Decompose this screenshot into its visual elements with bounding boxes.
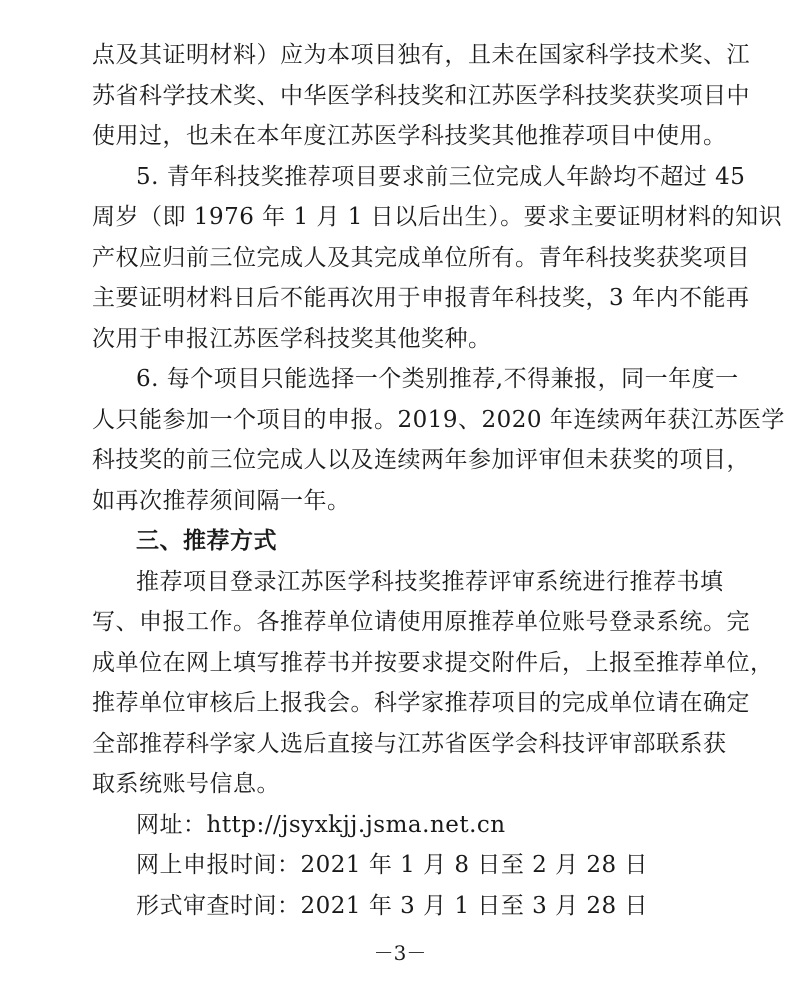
text-line: 全部推荐科学家人选后直接与江苏省医学会科技评审部联系获 [92,730,727,757]
text-line: 次用于申报江苏医学科技奖其他奖种。 [92,325,492,352]
website-line: 网址：http://jsyxkjj.jsma.net.cn [136,811,506,838]
text-line: 成单位在网上填写推荐书并按要求提交附件后，上报至推荐单位， [92,649,774,676]
text-line: 取系统账号信息。 [92,771,280,797]
section-heading: 三、推荐方式 [136,528,277,554]
text-line: 点及其证明材料）应为本项目独有，且未在国家科学技术奖、江 [92,42,750,68]
text-line: 周岁（即 1976 年 1 月 1 日以后出生）。要求主要证明材料的知识 [92,204,783,230]
text-line: 5. 青年科技奖推荐项目要求前三位完成人年龄均不超过 45 [136,163,746,190]
text-line: 如再次推荐须间隔一年。 [92,487,351,514]
review-time-line: 形式审查时间：2021 年 3 月 1 日至 3 月 28 日 [136,892,648,919]
text-line: 苏省科学技术奖、中华医学科技奖和江苏医学科技奖获奖项目中 [92,82,750,109]
text-line: 写、申报工作。各推荐单位请使用原推荐单位账号登录系统。完 [92,609,750,635]
submission-time-line: 网上申报时间：2021 年 1 月 8 日至 2 月 28 日 [136,852,648,878]
text-line: 科技奖的前三位完成人以及连续两年参加评审但未获奖的项目， [92,447,750,473]
text-line: 主要证明材料日后不能再次用于申报青年科技奖，3 年内不能再 [92,285,750,311]
text-line: 6. 每个项目只能选择一个类别推荐,不得兼报，同一年度一 [136,366,739,392]
text-line: 推荐项目登录江苏医学科技奖推荐评审系统进行推荐书填 [136,568,724,595]
text-line: 使用过，也未在本年度江苏医学科技奖其他推荐项目中使用。 [92,123,727,149]
text-line: 推荐单位审核后上报我会。科学家推荐项目的完成单位请在确定 [92,690,750,716]
page-number: －3－ [373,941,427,965]
text-line: 产权应归前三位完成人及其完成单位所有。青年科技奖获奖项目 [92,244,750,271]
text-line: 人只能参加一个项目的申报。2019、2020 年连续两年获江苏医学 [92,406,785,433]
